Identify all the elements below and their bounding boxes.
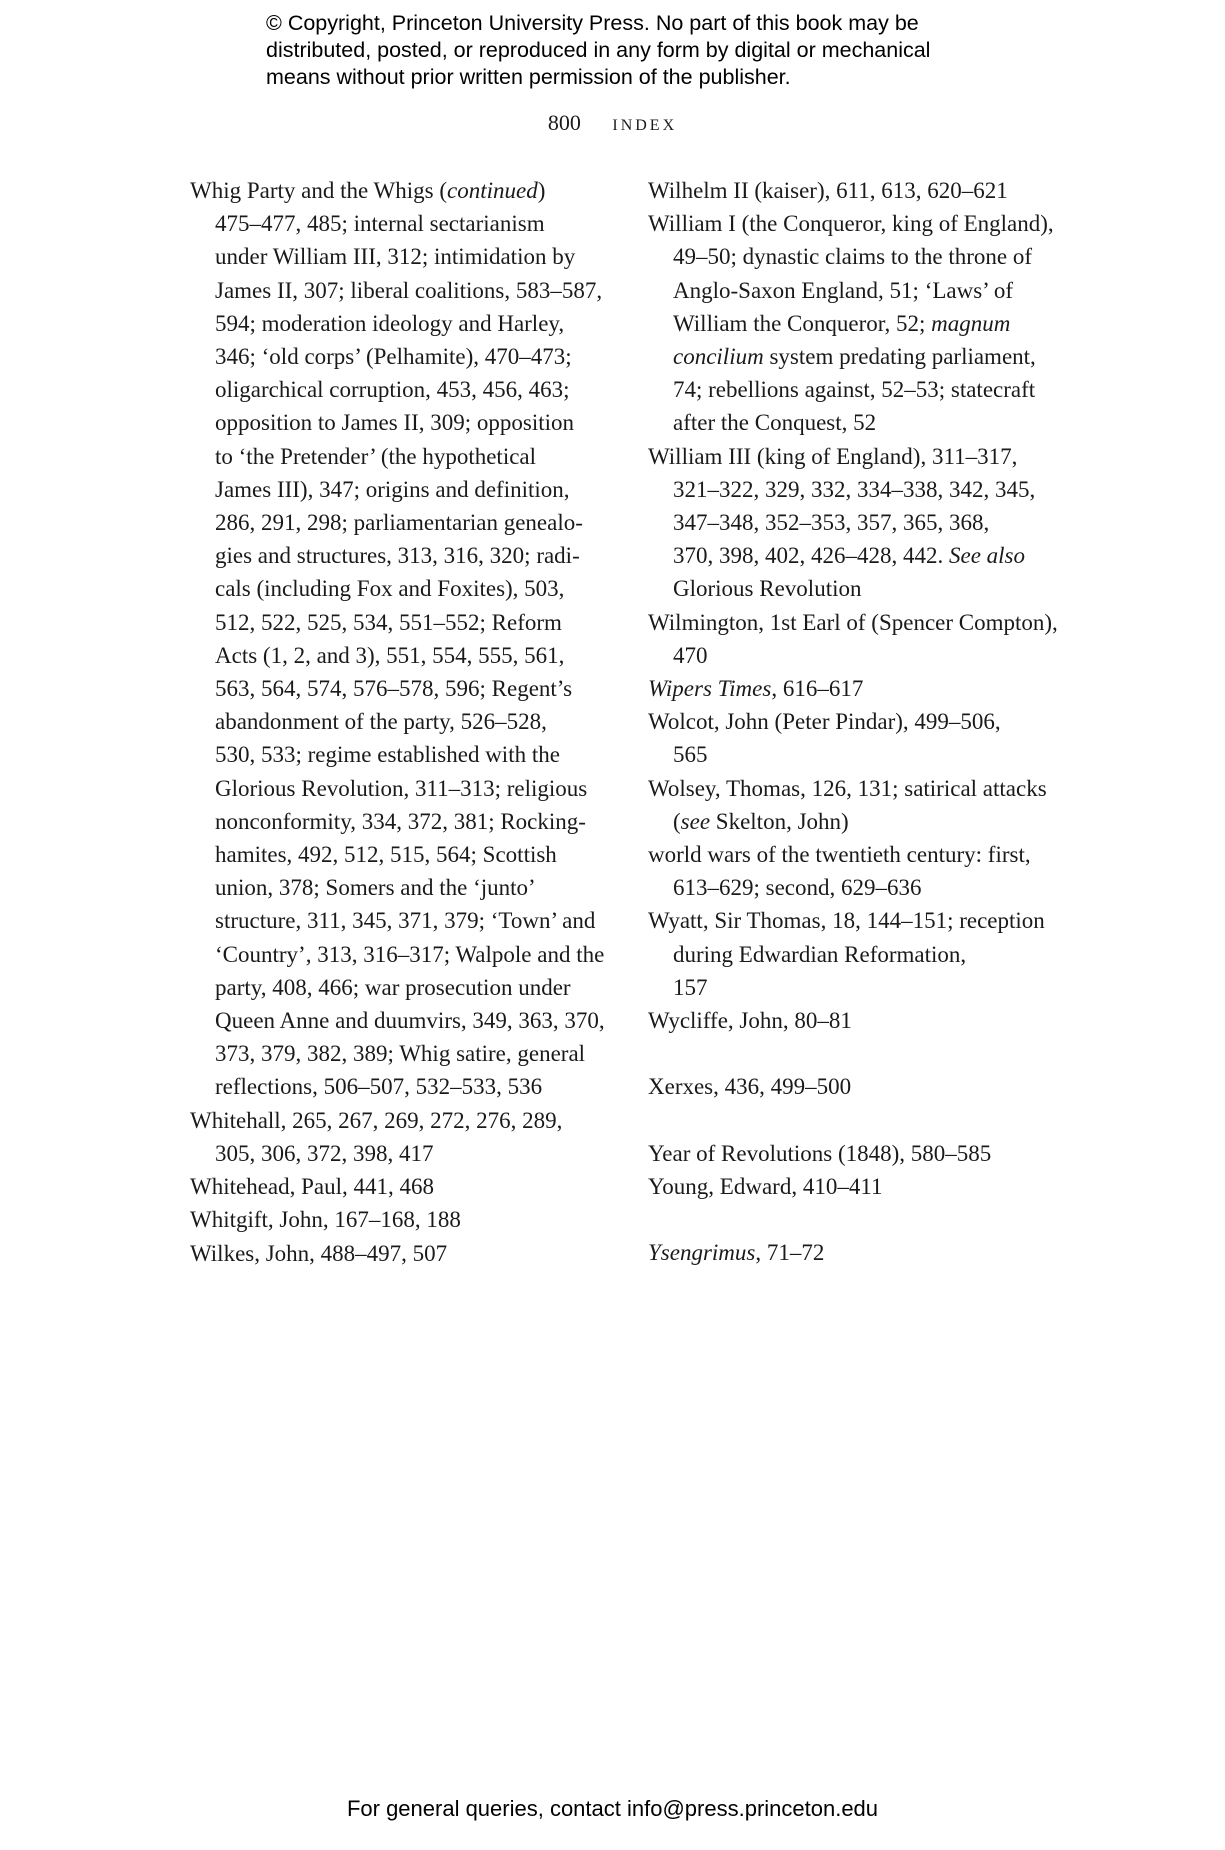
index-gap [648, 1203, 1068, 1236]
index-entry-continuation: Glorious Revolution, 311–313; religious [215, 775, 588, 801]
index-entry-continuation: cals (including Fox and Foxites), 503, [215, 576, 565, 602]
index-entry-continuation: structure, 311, 345, 371, 379; ‘Town’ and [215, 908, 596, 934]
index-entry: William III (king of England), 311–317, [648, 443, 1018, 469]
index-entry: Wolsey, Thomas, 126, 131; satirical attacks [648, 775, 1047, 801]
index-entry-continuation: 321–322, 329, 332, 334–338, 342, 345, [673, 476, 1036, 502]
index-entry-continuation: after the Conquest, 52 [673, 410, 877, 436]
index-entry-continuation: abandonment of the party, 526–528, [215, 709, 547, 735]
index-entry: Wipers Times, 616–617 [648, 676, 864, 702]
index-entry-continuation: 347–348, 352–353, 357, 365, 368, [673, 510, 990, 536]
copyright-line: © Copyright, Princeton University Press. No part of this book may be [266, 11, 919, 35]
index-column-right [648, 174, 1068, 1270]
page-number: 800 [547, 110, 581, 135]
index-entry-continuation: 286, 291, 298; parliamentarian genealo- [215, 510, 583, 536]
index-entry-continuation: 563, 564, 574, 576–578, 596; Regent’s [215, 676, 573, 702]
index-entry-continuation: 305, 306, 372, 398, 417 [215, 1140, 434, 1166]
index-entry-continuation: 470 [673, 642, 708, 668]
index-entry-continuation: concilium system predating parliament, [673, 344, 1036, 370]
index-entry: Whitehall, 265, 267, 269, 272, 276, 289, [190, 1107, 563, 1133]
copyright-notice [266, 10, 1026, 91]
index-entry-continuation: under William III, 312; intimidation by [215, 244, 576, 270]
index-entry: Wilkes, John, 488–497, 507 [190, 1240, 448, 1266]
index-entry: Xerxes, 436, 499–500 [648, 1074, 852, 1100]
index-entry-continuation: ‘Country’, 313, 316–317; Walpole and the [215, 941, 605, 967]
index-entry-continuation: oligarchical corruption, 453, 456, 463; [215, 377, 570, 403]
footer-contact: For general queries, contact info@press.princeton.edu [346, 1796, 879, 1821]
index-entry-continuation: 530, 533; regime established with the [215, 742, 560, 768]
index-entry: Whig Party and the Whigs (continued) [190, 178, 546, 203]
index-entry-continuation: opposition to James II, 309; opposition [215, 410, 575, 436]
index-entry-continuation: 49–50; dynastic claims to the throne of [673, 244, 1032, 270]
copyright-line: means without prior written permission of the publisher. [266, 65, 791, 89]
index-entry-continuation: union, 378; Somers and the ‘junto’ [215, 875, 536, 901]
index-column-left [190, 174, 610, 1270]
index-entry-continuation: 157 [673, 974, 708, 1000]
index-entry-continuation: Acts (1, 2, and 3), 551, 554, 555, 561, [215, 642, 565, 668]
index-entry-continuation: party, 408, 466; war prosecution under [215, 974, 571, 1000]
index-entry-continuation: nonconformity, 334, 372, 381; Rocking- [215, 808, 586, 834]
index-entry: world wars of the twentieth century: first, [648, 842, 1031, 868]
index-entry-continuation: James III), 347; origins and definition, [215, 476, 570, 502]
index-entry: Whitgift, John, 167–168, 188 [190, 1207, 461, 1233]
index-entry-continuation: 74; rebellions against, 52–53; statecraft [673, 377, 1036, 403]
index-gap [648, 1104, 1068, 1137]
index-entry: Ysengrimus, 71–72 [648, 1240, 825, 1266]
index-entry-continuation: Queen Anne and duumvirs, 349, 363, 370, [215, 1008, 605, 1034]
index-entry-continuation: Glorious Revolution [673, 576, 862, 602]
index-entry: Wolcot, John (Peter Pindar), 499–506, [648, 709, 1001, 735]
index-entry-continuation: (see Skelton, John) [673, 808, 849, 834]
index-entry-continuation: 512, 522, 525, 534, 551–552; Reform [215, 609, 562, 635]
index-entry: Young, Edward, 410–411 [648, 1174, 883, 1200]
index-entry-continuation: reflections, 506–507, 532–533, 536 [215, 1074, 543, 1100]
index-entry-continuation: 370, 398, 402, 426–428, 442. See also [673, 543, 1026, 569]
index-entry-continuation: 565 [673, 742, 708, 768]
index-entry-continuation: William the Conqueror, 52; magnum [673, 310, 1011, 336]
index-entry-continuation: 594; moderation ideology and Harley, [215, 310, 565, 336]
index-entry-continuation: to ‘the Pretender’ (the hypothetical [215, 443, 537, 469]
running-head [0, 110, 1225, 136]
index-entry: Wyatt, Sir Thomas, 18, 144–151; reception [648, 908, 1045, 934]
index-entry-continuation: 613–629; second, 629–636 [673, 875, 922, 901]
index-entry-continuation: James II, 307; liberal coalitions, 583–587, [215, 277, 603, 303]
index-entry: Wilhelm II (kaiser), 611, 613, 620–621 [648, 178, 1008, 203]
index-entry: Wilmington, 1st Earl of (Spencer Compton), [648, 609, 1058, 635]
index-gap [648, 1037, 1068, 1070]
copyright-line: distributed, posted, or reproduced in any form by digital or mechanical [266, 38, 931, 62]
index-entry: William I (the Conqueror, king of England), [648, 211, 1054, 237]
index-entry: Wycliffe, John, 80–81 [648, 1008, 852, 1034]
index-entry-continuation: hamites, 492, 512, 515, 564; Scottish [215, 842, 557, 868]
index-entry-continuation: 475–477, 485; internal sectarianism [215, 211, 545, 237]
index-entry: Whitehead, Paul, 441, 468 [190, 1174, 435, 1200]
index-entry-continuation: gies and structures, 313, 316, 320; radi- [215, 543, 580, 569]
index-entry: Year of Revolutions (1848), 580–585 [648, 1140, 992, 1166]
index-entry-continuation: 373, 379, 382, 389; Whig satire, general [215, 1041, 586, 1067]
index-entry-continuation: 346; ‘old corps’ (Pelhamite), 470–473; [215, 344, 572, 370]
index-entry-continuation: Anglo-Saxon England, 51; ‘Laws’ of [673, 277, 1014, 303]
index-entry-continuation: during Edwardian Reformation, [673, 941, 967, 967]
section-title: index [612, 110, 678, 135]
